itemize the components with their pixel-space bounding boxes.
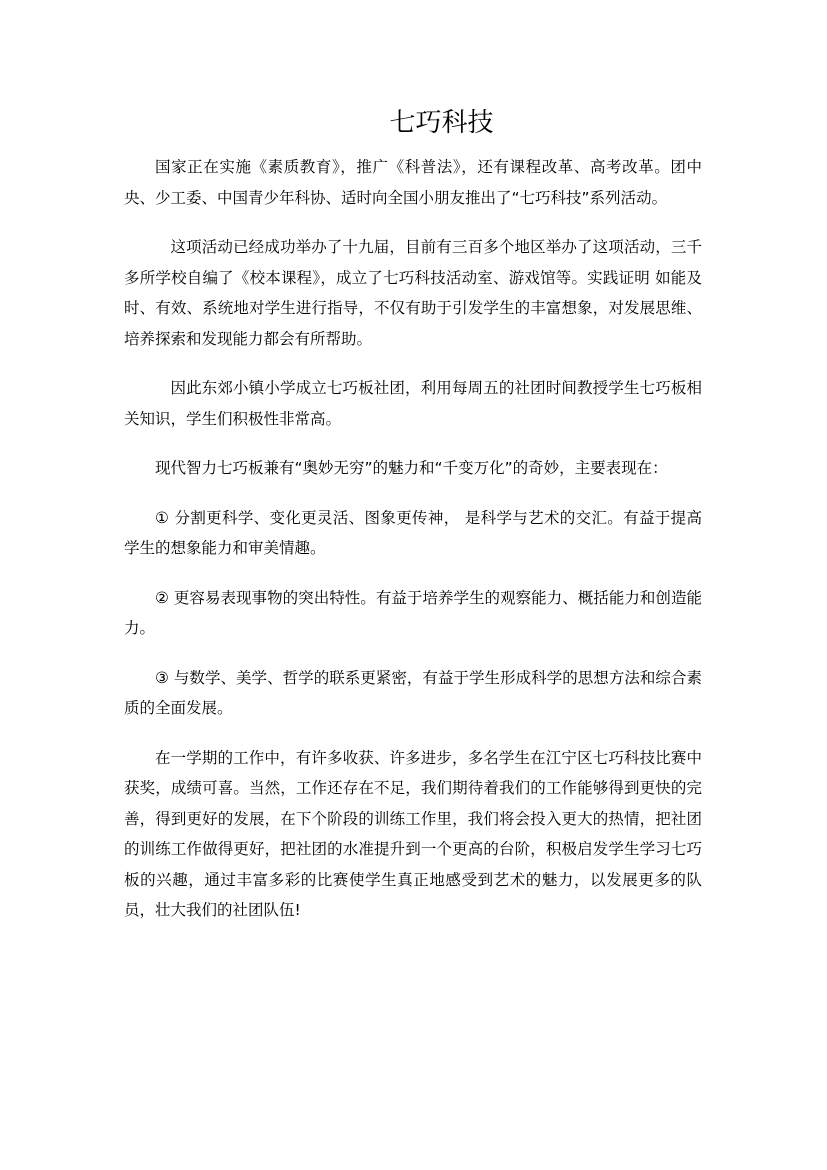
paragraph-feature-1: ① 分割更科学、变化更灵活、图象更传神， 是科学与艺术的交汇。有益于提高学生的想象能力和审美情趣。: [124, 508, 702, 557]
paragraph-intro: 国家正在实施《素质教育》，推广《科普法》，还有课程改革、高考改革。团中央、少工委、中国青少年科协、适时向全国小朋友推出了“七巧科技”系列活动。: [124, 158, 702, 207]
document-body: [124, 152, 702, 945]
paragraph-activity-history: 这项活动已经成功举办了十九届，目前有三百多个地区举办了这项活动，三千多所学校自编了《校本课程》，成立了七巧科技活动室、游戏馆等。实践证明 如能及时、有效、系统地对学生进行指导，不仅有助于引发学生的丰富想象，对发展思维、培养探索和发现能力都会有所帮助。: [124, 238, 702, 348]
paragraph-feature-2: ② 更容易表现事物的突出特性。有益于培养学生的观察能力、概括能力和创造能力。: [124, 588, 702, 637]
document-title: 七巧科技: [389, 108, 494, 138]
paragraph-club-founding: 因此东郊小镇小学成立七巧板社团，利用每周五的社团时间教授学生七巧板相关知识，学生们积极性非常高。: [124, 379, 702, 428]
paragraph-features-intro: 现代智力七巧板兼有“奥妙无穷”的魅力和“千变万化”的奇妙，主要表现在：: [155, 459, 668, 477]
paragraph-summary: 在一学期的工作中，有许多收获、许多进步，多名学生在江宁区七巧科技比赛中获奖，成绩可喜。当然，工作还存在不足，我们期待着我们的工作能够得到更快的完善，得到更好的发展，在下个阶段的训练工作里，我们将会投入更大的热情，把社团的训练工作做得更好，把社团的水准提升到一个更高的台阶，积极启发学生学习七巧板的兴趣，通过丰富多彩的比赛使学生真正地感受到艺术的魅力，以发展更多的队员，壮大我们的社团队伍!: [124, 748, 702, 919]
paragraph-feature-3: ③ 与数学、美学、哲学的联系更紧密，有益于学生形成科学的思想方法和综合素质的全面发展。: [124, 668, 702, 717]
